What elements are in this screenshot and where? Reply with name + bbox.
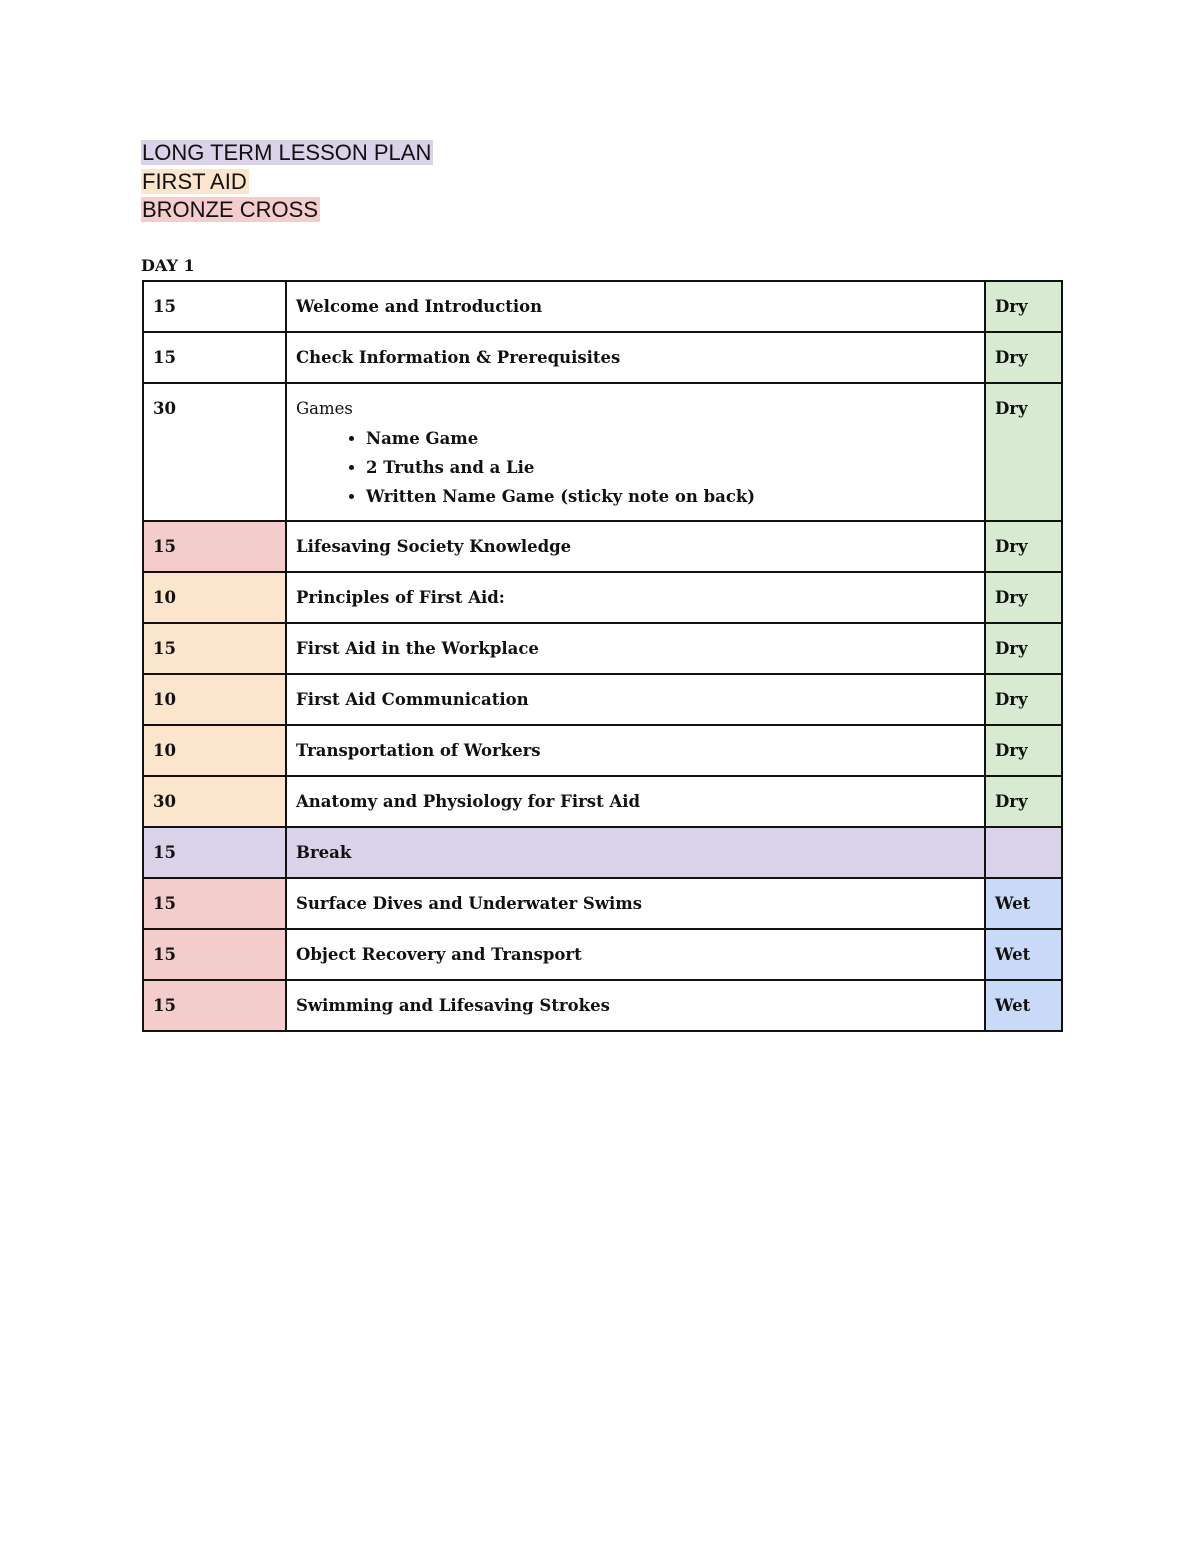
minutes-cell: 30 — [143, 776, 286, 827]
minutes-cell: 15 — [143, 281, 286, 332]
table-row — [143, 281, 1062, 332]
table-row — [143, 878, 1062, 929]
list-item: • Written Name Game (sticky note on back) — [366, 482, 976, 511]
activity-cell: Anatomy and Physiology for First Aid — [286, 776, 985, 827]
activity-cell: Swimming and Lifesaving Strokes — [286, 980, 985, 1031]
table-row — [143, 980, 1062, 1031]
activity-cell: Break — [286, 827, 985, 878]
table-row — [143, 572, 1062, 623]
location-cell: Dry — [985, 521, 1062, 572]
table-row — [143, 623, 1062, 674]
location-cell: Dry — [985, 281, 1062, 332]
table-row-break — [143, 827, 1062, 878]
minutes-cell: 15 — [143, 878, 286, 929]
table-row — [143, 383, 1062, 521]
list-item: • Name Game — [366, 424, 976, 453]
activity-cell: Surface Dives and Underwater Swims — [286, 878, 985, 929]
list-item: • 2 Truths and a Lie — [366, 453, 976, 482]
location-cell: Dry — [985, 725, 1062, 776]
location-cell: Dry — [985, 332, 1062, 383]
minutes-cell: 15 — [143, 929, 286, 980]
minutes-cell: 10 — [143, 674, 286, 725]
location-cell: Dry — [985, 572, 1062, 623]
activity-cell: Lifesaving Society Knowledge — [286, 521, 985, 572]
minutes-cell: 15 — [143, 623, 286, 674]
activity-cell — [286, 383, 985, 521]
activity-cell: Transportation of Workers — [286, 725, 985, 776]
activity-cell: Object Recovery and Transport — [286, 929, 985, 980]
minutes-cell: 30 — [143, 383, 286, 521]
minutes-cell: 15 — [143, 521, 286, 572]
location-cell: Dry — [985, 776, 1062, 827]
table-row — [143, 674, 1062, 725]
location-cell: Dry — [985, 623, 1062, 674]
activity-cell: First Aid in the Workplace — [286, 623, 985, 674]
table-row — [143, 725, 1062, 776]
location-cell: Wet — [985, 878, 1062, 929]
activity-cell: Check Information & Prerequisites — [286, 332, 985, 383]
minutes-cell: 15 — [143, 827, 286, 878]
minutes-cell: 10 — [143, 725, 286, 776]
table-row — [143, 521, 1062, 572]
location-cell: Wet — [985, 929, 1062, 980]
minutes-cell: 15 — [143, 332, 286, 383]
activity-cell: Welcome and Introduction — [286, 281, 985, 332]
lesson-plan-table — [142, 280, 1063, 1032]
activity-cell: First Aid Communication — [286, 674, 985, 725]
location-cell — [985, 827, 1062, 878]
table-row — [143, 929, 1062, 980]
document-header — [141, 139, 433, 225]
activity-cell: Principles of First Aid: — [286, 572, 985, 623]
minutes-cell: 10 — [143, 572, 286, 623]
header-line-lesson-plan: LONG TERM LESSON PLAN — [142, 140, 432, 165]
location-cell: Dry — [985, 383, 1062, 521]
games-list — [296, 424, 976, 511]
location-cell: Dry — [985, 674, 1062, 725]
location-cell: Wet — [985, 980, 1062, 1031]
header-line-bronze-cross: BRONZE CROSS — [142, 197, 319, 222]
activity-title: Games — [296, 399, 353, 418]
table-row — [143, 776, 1062, 827]
header-line-first-aid: FIRST AID — [142, 168, 247, 194]
minutes-cell: 15 — [143, 980, 286, 1031]
day-label: DAY 1 — [141, 256, 195, 275]
table-row — [143, 332, 1062, 383]
